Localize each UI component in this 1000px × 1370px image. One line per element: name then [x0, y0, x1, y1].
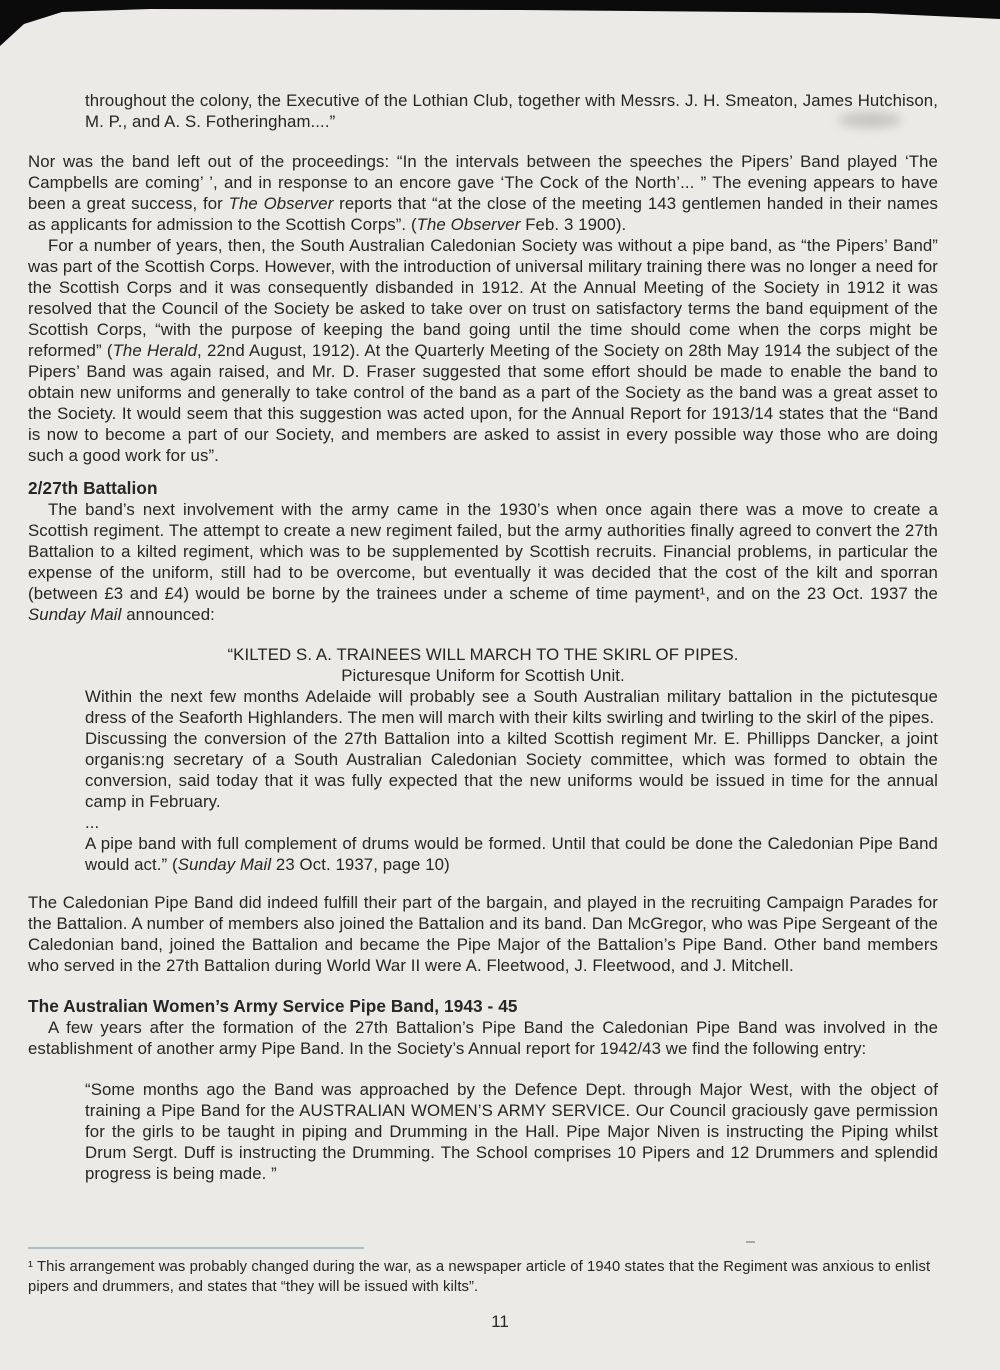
italic-text-run: The Herald	[112, 341, 198, 360]
text-run: 23 Oct. 1937, page 10)	[271, 855, 450, 874]
footnote-area	[28, 1247, 938, 1297]
text-run: A pipe band with full complement of drums would be formed. Until that could be done the Caledonian Pipe Band would act.” (	[85, 834, 938, 874]
para-awas-intro: A few years after the formation of the 27th Battalion’s Pipe Band the Caledonian Pipe Band was involved in the establishment of another army Pipe Band. In the Society’s Annual report for 1942/43 we find the following entry:	[28, 1018, 938, 1058]
quote-within-next-months: Within the next few months Adelaide will probably see a South Australian military battalion in the pictutesque dress of the Seaforth Highlanders. The men will march with their kilts swirling and twirling to the skirl of the pipes.	[85, 687, 938, 727]
text-run: Nor was the band left out of the proceedings: “In the intervals between the speeches the Pipers’ Band played ‘The Campbells are coming’ ’, and in response to an encore gave ‘The Cock of the North’... ” The evening appears to have been a great success, for	[28, 152, 938, 213]
quote-ellipsis-line: ...	[85, 813, 100, 832]
text-run: The band’s next involvement with the army came in the 1930’s when once again there was a move to create a Scottish regiment. The attempt to create a new regiment failed, but the army authorities finally agreed to convert the 27th Battalion to a kilted regiment, which was to be supplemented by Scottish recruits. Financial problems, in particular the expense of the uniform, still had to be overcome, but eventually it was decided that the cost of the kilt and sporran (between £3 and £4) would be borne by the trainees under a scheme of time payment¹, and on the 23 Oct. 1937 the	[28, 500, 938, 603]
italic-text-run: Sunday Mail	[177, 855, 272, 874]
italic-text-run: The Observer	[228, 194, 334, 213]
quote-discussing-conversion: Discussing the conversion of the 27th Battalion into a kilted Scottish regiment Mr. E. Phillipps Dancker, a joint organis:ng secretary of a South Australian Caledonian Society committee, which was formed to obtain the conversion, said today that it was fully expected that the new uniforms would be issued in time for the annual camp in February.	[85, 729, 938, 811]
quote-subheadline-picturesque-uniform: Picturesque Uniform for Scottish Unit.	[341, 666, 625, 685]
quote-headline-kilted-trainees: “KILTED S. A. TRAINEES WILL MARCH TO THE SKIRL OF PIPES.	[227, 645, 739, 664]
scan-smudge-artifact	[838, 112, 902, 128]
para-battalion-involvement	[28, 499, 938, 625]
heading-awas-pipe-band: The Australian Women’s Army Service Pipe Band, 1943 - 45	[28, 996, 518, 1016]
scan-edge-artifact	[0, 0, 1000, 50]
italic-text-run: The Observer	[416, 215, 521, 234]
para-scottish-corps-history	[28, 235, 938, 466]
text-run: Feb. 3 1900).	[520, 215, 627, 234]
text-run: announced:	[121, 605, 215, 624]
para-fulfilled-bargain: The Caledonian Pipe Band did indeed fulfill their part of the bargain, and played in the recruiting Campaign Parades for the Battalion. A number of members also joined the Battalion and its band. Dan McGregor, who was Pipe Sergeant of the Caledonian band, joined the Battalion and became the Pipe Major of the Battalion’s Pipe Band. Other band members who served in the 27th Battalion during World War II were A. Fleetwood, J. Fleetwood, and J. Mitchell.	[28, 893, 938, 975]
para-band-proceedings	[28, 151, 938, 235]
footnote-text: ¹ This arrangement was probably changed during the war, as a newspaper article of 1940 states that the Regiment was anxious to enlist pipers and drummers, and states that “they will be issued with kilts”.	[28, 1259, 931, 1295]
text-run: reports that “at the close of the meeting 143 gentlemen handed in their names as applicants for admission to the Scottish Corps”. (	[28, 194, 938, 234]
text-run: For a number of years, then, the South Australian Caledonian Society was without a pipe band, as “the Pipers’ Band” was part of the Scottish Corps. However, with the introduction of universal military training there was no longer a need for the Scottish Corps and it was consequently disbanded in 1912. At the Annual Meeting of the Society in 1912 it was resolved that the Council of the Society be asked to take over on trust on satisfactory terms the band equipment of the Scottish Corps, “with the purpose of keeping the band going until the time should come when the corps might be reformed” (	[28, 236, 938, 360]
text-run: , 22nd August, 1912). At the Quarterly Meeting of the Society on 28th May 1914 the subject of the Pipers’ Band was again raised, and Mr. D. Fraser suggested that some effort should be made to enable the band to obtain new uniforms and generally to take control of the band as a part of the Society as the band was a great asset to the Society. It would seem that this suggestion was acted upon, for the Annual Report for 1913/14 states that the “Band is now to become a part of our Society, and members are asked to assist in every possible way those who are doing such a good work for us”.	[28, 341, 939, 465]
footnote-rule	[28, 1247, 364, 1249]
page-number: 11	[491, 1312, 509, 1331]
italic-text-run: Sunday Mail	[28, 605, 122, 624]
quote-defence-dept: “Some months ago the Band was approached by the Defence Dept. through Major West, with the object of training a Pipe Band for the AUSTRALIAN WOMEN’S ARMY SERVICE. Our Council graciously gave permission for the girls to be taught in piping and Drumming in the Hall. Pipe Major Niven is instructing the Piping whilst Drum Sergt. Duff is instructing the Drumming. The School comprises 10 Pipers and 12 Drummers and splendid progress is being made. ”	[85, 1080, 938, 1183]
quote-pipe-band-formed	[85, 833, 938, 875]
heading-227th-battalion: 2/27th Battalion	[28, 478, 158, 498]
page-content	[28, 0, 938, 1184]
scan-stray-mark	[746, 1241, 755, 1243]
scan-edge-polygon	[0, 0, 1000, 46]
quote-lothian-continuation: throughout the colony, the Executive of the Lothian Club, together with Messrs. J. H. Smeaton, James Hutchison, M. P., and A. S. Fotheringham....”	[85, 91, 938, 131]
